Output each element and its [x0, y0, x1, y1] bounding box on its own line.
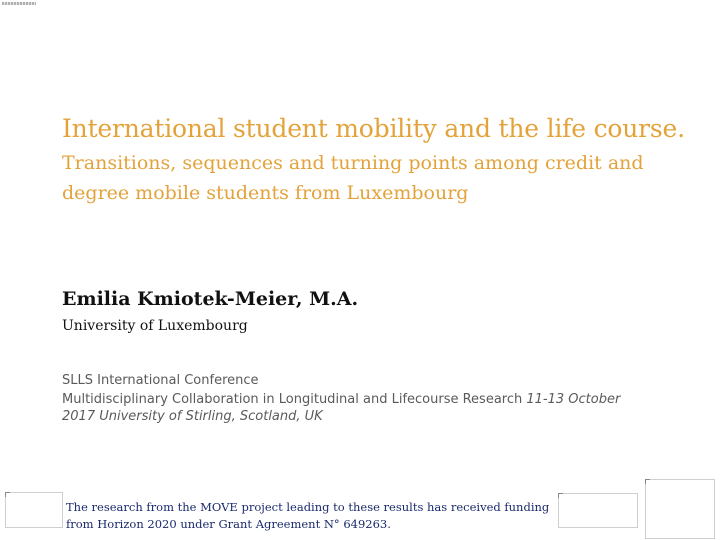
conference-description	[62, 391, 622, 425]
conference-dates-location: 11-13 October 2017 University of Stirling, Scotland, UK	[62, 392, 621, 424]
logo-placeholder-left	[5, 492, 63, 528]
funding-notice: The research from the MOVE project leading to these results has received funding from Horizon 2020 under Grant Agreement N° 649263.	[66, 500, 550, 531]
author-name: Emilia Kmiotek-Meier, M.A.	[62, 288, 359, 310]
logo-placeholder-far-right	[645, 479, 715, 539]
conference-description-text: Multidisciplinary Collaboration in Longitudinal and Lifecourse Research	[62, 392, 527, 407]
affiliation: University of Luxembourg	[62, 318, 248, 334]
conference-name: SLLS International Conference	[62, 373, 259, 388]
corner-mark	[2, 2, 36, 5]
logo-placeholder-right	[558, 493, 638, 528]
slide-title	[62, 112, 712, 208]
conference-info	[62, 372, 622, 425]
title-subtitle: Transitions, sequences and turning points among credit and degree mobile students from Luxembourg	[62, 152, 644, 204]
title-main: International student mobility and the life course.	[62, 114, 685, 143]
